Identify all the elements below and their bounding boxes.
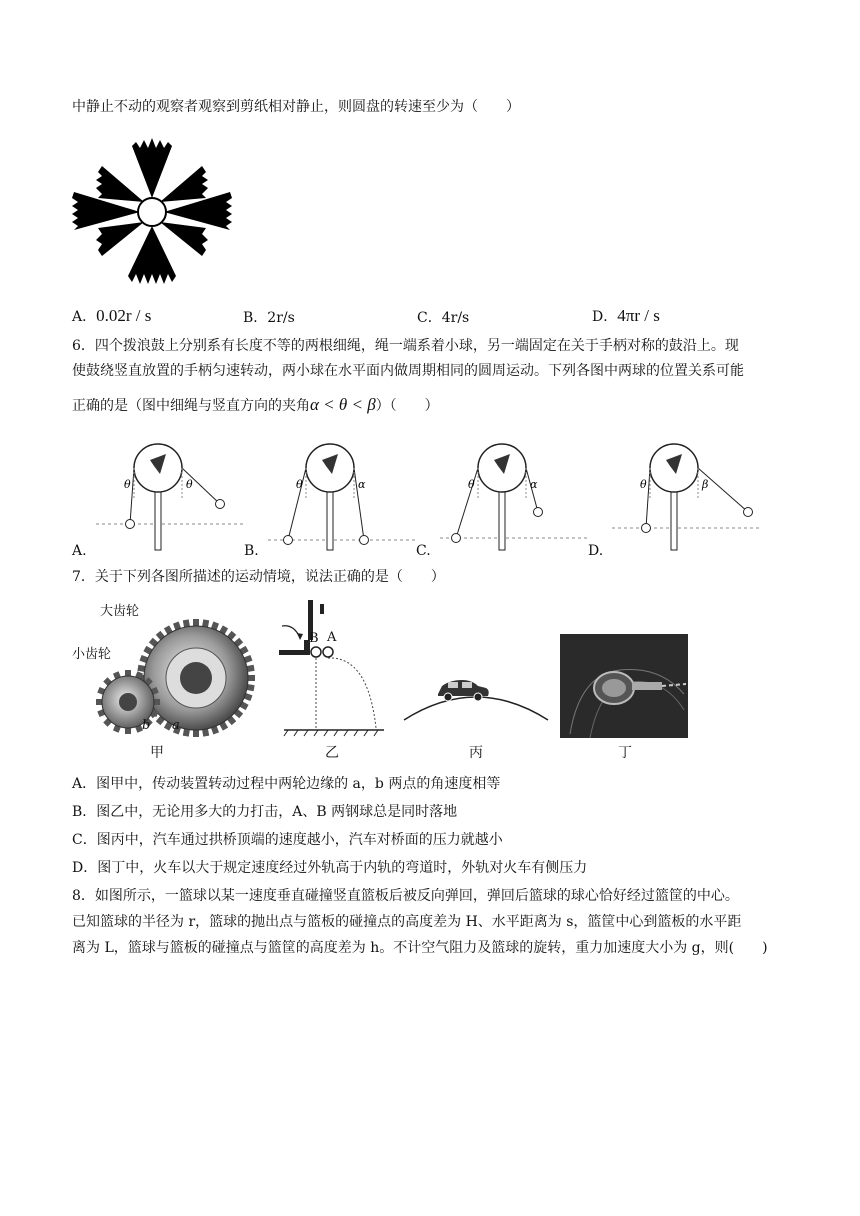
q6-line-2: 使鼓绕竖直放置的手柄匀速转动，两小球在水平面内做周期相同的圆周运动。下列各图中两球的位置关系可能 xyxy=(72,363,744,379)
ball-label-a: A xyxy=(327,630,337,645)
q7-option-c: C．图丙中，汽车通过拱桥顶端的速度越小，汽车对桥面的压力就越小 xyxy=(72,832,503,848)
q7-option-b: B．图乙中，无论用多大的力打击，A、B 两钢球总是同时落地 xyxy=(72,804,458,820)
angle-label-left: θ xyxy=(296,478,303,491)
drum-figure xyxy=(96,432,246,552)
q8-line-2: 已知篮球的半径为 r，篮球的抛出点与篮板的碰撞点的高度差为 H、水平距离为 s，篮筐中心到篮板的水平距 xyxy=(72,914,742,930)
drum-option-letter: B. xyxy=(244,543,259,559)
option-letter: B． xyxy=(243,310,268,326)
q5-option-d xyxy=(592,306,660,326)
option-letter: A． xyxy=(72,309,97,325)
drum-option-letter: D. xyxy=(588,543,604,559)
q5-stem: 中静止不动的观察者观察到剪纸相对静止，则圆盘的转速至少为（ ） xyxy=(72,99,520,115)
train-curve-figure xyxy=(560,634,688,738)
q6-line-3-tail: ）（ ） xyxy=(375,398,439,414)
caption-ding: 丁 xyxy=(618,745,632,761)
gear-point-a: a xyxy=(172,718,180,733)
big-gear-label: 大齿轮 xyxy=(100,604,140,619)
q6-line-1: 6．四个拨浪鼓上分别系有长度不等的两根细绳，绳一端系着小球，另一端固定在关于手柄对称的鼓沿上。现 xyxy=(72,338,739,354)
drum-figure xyxy=(612,432,762,552)
q5-option-b xyxy=(243,307,295,327)
angle-label-left: θ xyxy=(124,478,131,491)
option-value: 2r/s xyxy=(267,310,295,326)
q8-line-3: 离为 L，篮球与篮板的碰撞点与篮筐的高度差为 h。不计空气阻力及篮球的旋转，重力加速度大小为 g，则( ) xyxy=(72,940,768,956)
option-value: 4πr / s xyxy=(617,306,660,325)
falling-balls-figure xyxy=(276,596,386,742)
gear-point-b: b xyxy=(142,718,151,733)
drum-figure xyxy=(268,432,418,552)
ball-label-b: B xyxy=(309,631,319,646)
q5-option-c xyxy=(417,307,469,327)
gears-figure xyxy=(66,598,262,740)
small-gear-label: 小齿轮 xyxy=(72,647,112,662)
angle-label-left: θ xyxy=(468,478,475,491)
angle-label-right: α xyxy=(530,478,538,491)
q6-line-3-text: 正确的是（图中细绳与竖直方向的夹角 xyxy=(72,398,310,414)
papercut-figure xyxy=(72,136,232,288)
q7-option-d: D．图丁中，火车以大于规定速度经过外轨高于内轨的弯道时，外轨对火车有侧压力 xyxy=(72,860,588,876)
angle-label-left: θ xyxy=(640,478,647,491)
angle-label-right: θ xyxy=(186,478,193,491)
option-value: 4r/s xyxy=(441,310,470,326)
caption-jia: 甲 xyxy=(150,745,164,761)
arch-bridge-figure xyxy=(402,670,550,724)
q6-line-3 xyxy=(72,395,439,416)
angle-relation: α < θ < β xyxy=(310,395,376,414)
option-letter: C． xyxy=(417,310,442,326)
q7-stem: 7．关于下列各图所描述的运动情境，说法正确的是（ ） xyxy=(72,569,445,585)
q7-option-a: A．图甲中，传动装置转动过程中两轮边缘的 a，b 两点的角速度相等 xyxy=(72,776,501,792)
q5-option-a xyxy=(72,306,151,326)
option-value: 0.02r / s xyxy=(96,306,152,325)
angle-label-right: β xyxy=(702,478,709,491)
q8-line-1: 8．如图所示，一篮球以某一速度垂直碰撞竖直篮板后被反向弹回，弹回后篮球的球心恰好经过篮筐的中心。 xyxy=(72,888,739,904)
angle-label-right: α xyxy=(358,478,366,491)
caption-bing: 丙 xyxy=(469,745,483,761)
caption-yi: 乙 xyxy=(325,745,339,761)
drum-option-letter: A. xyxy=(72,543,87,559)
drum-option-letter: C. xyxy=(416,543,431,559)
drum-figure xyxy=(440,432,590,552)
option-letter: D． xyxy=(592,309,618,325)
